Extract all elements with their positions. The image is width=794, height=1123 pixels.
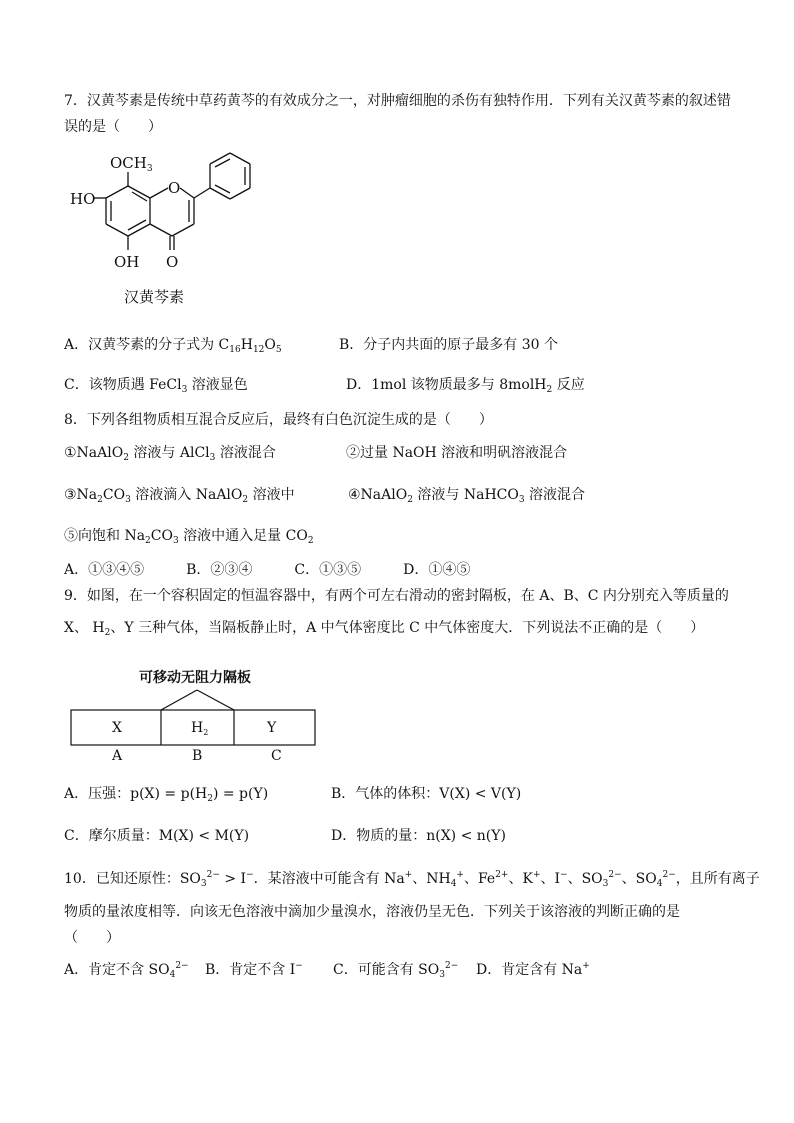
wogonin-structure [64, 150, 274, 280]
q8-item-1: ①NaAlO$_2$ 溶液与 AlCl$_3$ 溶液混合 [64, 445, 276, 463]
q7-option-b: B．分子内共面的原子最多有 30 个 [339, 337, 559, 353]
q8-item-5: ⑤向饱和 $Na_2CO_3$ 溶液中通入足量 $CO_2$ [64, 528, 314, 546]
och3-label: OCH [110, 154, 147, 172]
q9-stem-line2: X、 $H_2$、Y 三种气体，当隔板静止时，A 中气体密度比 C 中气体密度大．下列说法不正确的是（ ） [64, 620, 705, 638]
q9-stem-line1: 9．如图，在一个容积固定的恒温容器中，有两个可左右滑动的密封隔板，在 A、B、C 内分别充入等质量的 [64, 588, 729, 604]
compartment-a-label: A [112, 748, 123, 764]
q10-option-b: B．肯定不含 I− [205, 961, 303, 978]
region-h2-label: H [191, 720, 204, 736]
keto-o-label: O [166, 253, 179, 271]
q7-option-d: D．1mol 该物质最多与 8molH$_2$ 反应 [346, 377, 585, 395]
region-x-label: X [112, 720, 122, 736]
q10-stem-line2: 物质的量浓度相等．向该无色溶液中滴加少量溴水，溶液仍呈无色．下列关于该溶液的判断正确的是 [64, 904, 680, 920]
oh-label: OH [114, 253, 140, 271]
svg-text:H2 [191, 720, 208, 737]
compartment-b-label: B [192, 748, 203, 764]
q7-stem-line2: 误的是（ ） [64, 119, 162, 135]
compartment-c-label: C [271, 748, 282, 764]
och3-sub: 3 [146, 164, 153, 174]
region-y-label: Y [267, 720, 277, 736]
ring-o-label: O [168, 179, 181, 197]
svg-text:OCH3 [110, 154, 153, 174]
q10-option-c: C．可能含有 $SO_3^{2-}$ [333, 961, 459, 980]
q9-option-b: B．气体的体积：V(X) < V(Y) [331, 786, 522, 802]
q8-item-2: ②过量 NaOH 溶液和明矾溶液混合 [346, 445, 568, 461]
region-h2-sub: 2 [203, 728, 209, 737]
q9-option-a: A．压强：$p(X) = p(H_2) = p(Y)$ [64, 786, 269, 804]
q10-stem-line3: （ ） [64, 930, 120, 946]
q8-item-3: $③Na_2CO_3$ 溶液滴入 NaAlO$_2$ 溶液中 [64, 487, 295, 505]
q9-option-c: C．摩尔质量：M(X) < M(Y) [64, 828, 250, 844]
q8-item-4: ④NaAlO$_2$ 溶液与 NaHCO$_3$ 溶液混合 [348, 487, 586, 505]
ho-label: HO [70, 190, 96, 208]
q7-stem-line1: 7．汉黄芩素是传统中草药黄芩的有效成分之一，对肿瘤细胞的杀伤有独特作用．下列有关汉黄芩素的叙述错 [64, 93, 731, 109]
diagram-title: 可移动无阻力隔板 [139, 670, 251, 686]
q7-option-c: C．该物质遇 FeCl$_3$ 溶液显色 [64, 377, 248, 395]
q10-option-a: A．肯定不含 $SO_4^{2-}$ [64, 961, 189, 980]
structure-caption: 汉黄芩素 [124, 288, 185, 306]
q10-option-d: D．肯定含有 Na+ [476, 961, 590, 978]
q7-option-a: A．汉黄芩素的分子式为 $C_{16}H_{12}O_5$ [64, 337, 282, 355]
q8-stem: 8．下列各组物质相互混合反应后，最终有白色沉淀生成的是（ ） [64, 412, 493, 428]
container-diagram [64, 666, 324, 766]
q9-option-d: D．物质的量：n(X) < n(Y) [331, 828, 506, 844]
q10-stem-line1: 10．已知还原性：$SO_3^{2-} > I^-$．某溶液中可能含有 Na+、$NH_4^+$、$Fe^{2+}$、K+、I−、$SO_3^{2-}$、$SO_4^{2-}$，且所有离子 [64, 870, 760, 889]
q8-options: A．①③④⑤ B．②③④ C．①③⑤ D．①④⑤ [64, 562, 471, 578]
